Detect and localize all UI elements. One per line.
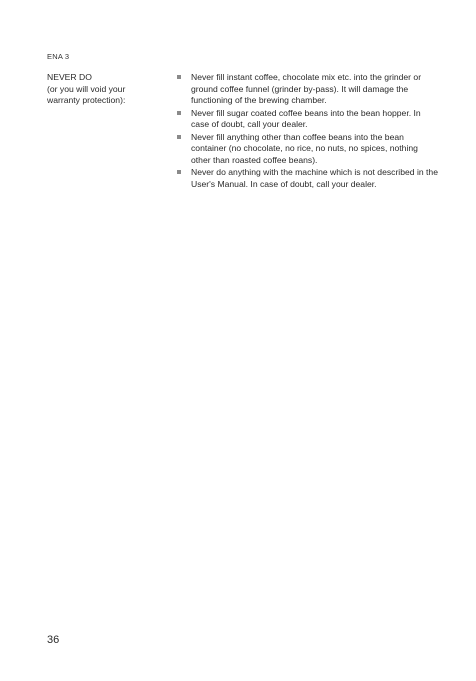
- warning-list: [177, 72, 439, 191]
- list-item-text: Never do anything with the machine which is not described in the User's Manual. In case of doubt, call your dealer.: [191, 167, 438, 189]
- list-item-text: Never fill instant coffee, chocolate mix etc. into the grinder or ground coffee funnel (grinder by-pass). It will damage the functioning of the brewing chamber.: [191, 72, 422, 105]
- list-item: [177, 108, 439, 131]
- list-item-text: Never fill sugar coated coffee beans into the bean hopper. In case of doubt, call your dealer.: [191, 107, 421, 129]
- list-item-text: Never fill anything other than coffee beans into the bean container (no chocolate, no rice, no nuts, no spices, nothing other than roasted coffee beans).: [191, 131, 418, 165]
- heading-line-never-do: NEVER DO: [47, 72, 92, 82]
- square-bullet-icon: [177, 170, 181, 174]
- page-number: 36: [47, 634, 60, 646]
- list-item: [177, 167, 439, 190]
- section-heading: [47, 72, 167, 107]
- heading-line-warranty-1: (or you will void your: [47, 83, 126, 94]
- heading-line-warranty-2: warranty protection):: [47, 95, 126, 105]
- list-item: [177, 72, 439, 107]
- list-item: [177, 132, 439, 167]
- square-bullet-icon: [177, 75, 181, 79]
- document-header-label: ENA 3: [47, 52, 70, 61]
- square-bullet-icon: [177, 135, 181, 139]
- square-bullet-icon: [177, 111, 181, 115]
